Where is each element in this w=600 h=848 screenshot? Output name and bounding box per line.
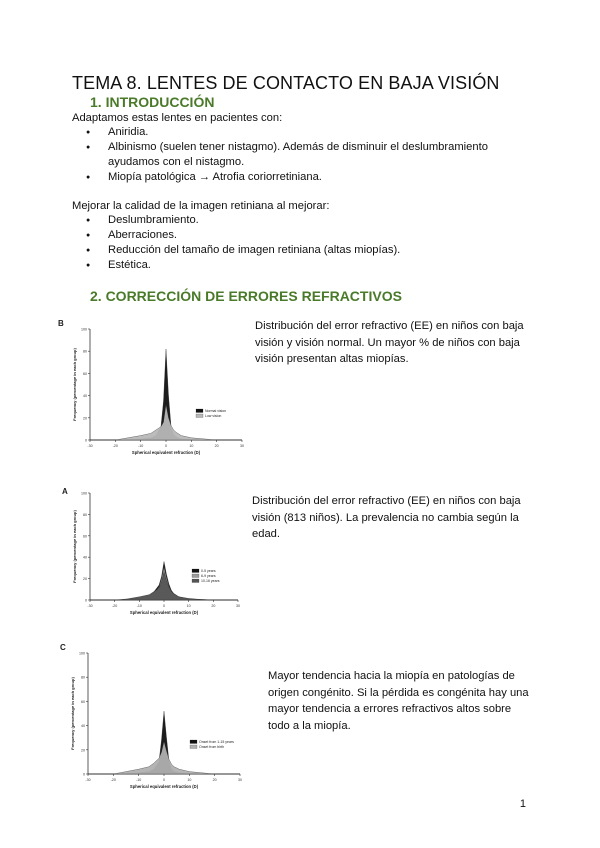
y-tick-label: 0 xyxy=(85,438,87,443)
list-item: ● Deslumbramiento. xyxy=(72,213,400,228)
x-tick-label: 10 xyxy=(187,778,192,782)
x-tick-label: 30 xyxy=(238,778,242,782)
patient-list xyxy=(72,125,488,155)
x-tick-label: 0 xyxy=(163,778,165,782)
y-tick-label: 40 xyxy=(83,394,87,399)
desc-line: visión y visión normal. Un mayor % de niños con baja xyxy=(255,336,520,349)
list-item: ● Miopía patológica → Atrofia coriorretiniana. xyxy=(72,170,322,185)
y-tick-label: 20 xyxy=(83,577,87,582)
x-tick-label: -10 xyxy=(136,604,142,608)
panel-letter: C xyxy=(60,643,66,652)
y-tick-label: 60 xyxy=(81,699,85,704)
x-tick-label: 30 xyxy=(240,444,244,448)
figure-b-description xyxy=(255,318,524,368)
y-tick-label: 100 xyxy=(79,651,85,656)
legend-swatch xyxy=(190,740,197,744)
y-tick-label: 20 xyxy=(81,748,85,753)
desc-line: origen congénito. Si la pérdida es congénita hay una xyxy=(268,686,529,699)
x-tick-label: -10 xyxy=(138,444,144,448)
list-item: ● Reducción del tamaño de imagen retiniana (altas miopías). xyxy=(72,243,400,258)
x-tick-label: 10 xyxy=(189,444,194,448)
y-tick-label: 80 xyxy=(81,675,85,680)
x-tick-label: 0 xyxy=(163,604,165,608)
y-tick-label: 80 xyxy=(83,349,87,354)
panel-letter: B xyxy=(58,319,64,328)
desc-line: visión presentan altas miopías. xyxy=(255,353,409,365)
section-heading-correccion: 2. CORRECCIÓN DE ERRORES REFRACTIVOS xyxy=(90,288,402,304)
x-tick-label: 30 xyxy=(236,604,240,608)
y-tick-label: 60 xyxy=(83,534,87,539)
legend-swatch xyxy=(192,574,199,578)
page-title: TEMA 8. LENTES DE CONTACTO EN BAJA VISIÓN xyxy=(72,73,500,93)
x-tick-label: -20 xyxy=(112,604,118,608)
x-tick-label: -30 xyxy=(87,444,93,448)
legend-label: 10-16 years xyxy=(201,579,220,583)
x-tick-label: 10 xyxy=(186,604,191,608)
y-axis-label: Frequency (percentage in each group) xyxy=(72,510,77,583)
x-tick-label: -20 xyxy=(112,444,118,448)
list-item: ● Aniridia. xyxy=(72,125,488,140)
x-axis-label: Spherical equivalent refraction (D) xyxy=(129,784,199,789)
legend-label: 0-5 years xyxy=(201,569,216,573)
y-tick-label: 40 xyxy=(81,724,85,729)
x-tick-label: -20 xyxy=(110,778,116,782)
y-axis-label: Frequency (percentage in each group) xyxy=(70,677,75,750)
list-item: ● Aberraciones. xyxy=(72,228,400,243)
x-tick-label: -30 xyxy=(85,778,91,782)
y-tick-label: 100 xyxy=(81,491,87,496)
y-tick-label: 40 xyxy=(83,555,87,560)
section-heading-introduccion: 1. INTRODUCCIÓN xyxy=(90,94,215,110)
desc-line: edad. xyxy=(252,528,280,540)
page-number: 1 xyxy=(519,798,526,810)
x-tick-label: 20 xyxy=(212,778,217,782)
x-axis-label: Spherical equivalent refraction (D) xyxy=(131,450,201,455)
legend-swatch xyxy=(192,579,199,583)
y-tick-label: 100 xyxy=(81,327,87,332)
chart-panel-c xyxy=(58,640,250,796)
figure-a-description xyxy=(252,493,521,543)
y-axis-label: Frequency (percentage in each group) xyxy=(72,348,77,421)
y-tick-label: 0 xyxy=(83,772,85,777)
desc-line: mayor tendencia a errores refractivos altos sobre xyxy=(268,703,512,715)
x-tick-label: 20 xyxy=(211,604,216,608)
desc-line: Distribución del error refractivo (EE) en niños con baja xyxy=(255,320,524,332)
intro-text-2: Mejorar la calidad de la imagen retiniana al mejorar: xyxy=(72,200,330,212)
legend-label: Normal vision xyxy=(205,409,227,413)
y-tick-label: 60 xyxy=(83,371,87,376)
legend-swatch xyxy=(196,409,203,413)
legend-label: Onset from birth xyxy=(199,745,225,749)
figure-c-description xyxy=(268,668,529,734)
legend-swatch xyxy=(192,569,199,573)
intro-text: Adaptamos estas lentes en pacientes con: xyxy=(72,112,283,124)
legend-swatch xyxy=(196,414,203,418)
improvement-list xyxy=(72,213,400,273)
desc-line: todo a la miopía. xyxy=(268,719,351,732)
list-item: ● Estética. xyxy=(72,258,400,273)
chart-panel-a xyxy=(60,484,244,620)
patient-list-cont xyxy=(72,170,322,185)
legend-label: Low vision xyxy=(205,414,222,418)
x-axis-label: Spherical equivalent refraction (D) xyxy=(129,610,199,615)
y-tick-label: 0 xyxy=(85,598,87,603)
x-tick-label: 20 xyxy=(214,444,219,448)
list-item: ● Albinismo (suelen tener nistagmo). Además de disminuir el deslumbramiento xyxy=(72,140,488,155)
y-tick-label: 20 xyxy=(83,416,87,421)
desc-line: Mayor tendencia hacia la miopía en patologías de xyxy=(268,670,515,682)
x-tick-label: -30 xyxy=(87,604,93,608)
desc-line: visión (813 niños). La prevalencia no cambia según la xyxy=(252,511,519,524)
legend-swatch xyxy=(190,745,197,749)
x-tick-label: 0 xyxy=(165,444,167,448)
legend-label: Onset from 1-15 years xyxy=(199,740,234,744)
y-tick-label: 80 xyxy=(83,512,87,517)
desc-line: Distribución del error refractivo (EE) en niños con baja xyxy=(252,495,521,507)
series-area xyxy=(90,572,238,600)
x-tick-label: -10 xyxy=(136,778,142,782)
list-item-continuation: ayudamos con el nistagmo. xyxy=(108,156,245,168)
panel-letter: A xyxy=(62,487,68,496)
chart-panel-b xyxy=(56,316,252,460)
legend-label: 6-9 years xyxy=(201,574,216,578)
